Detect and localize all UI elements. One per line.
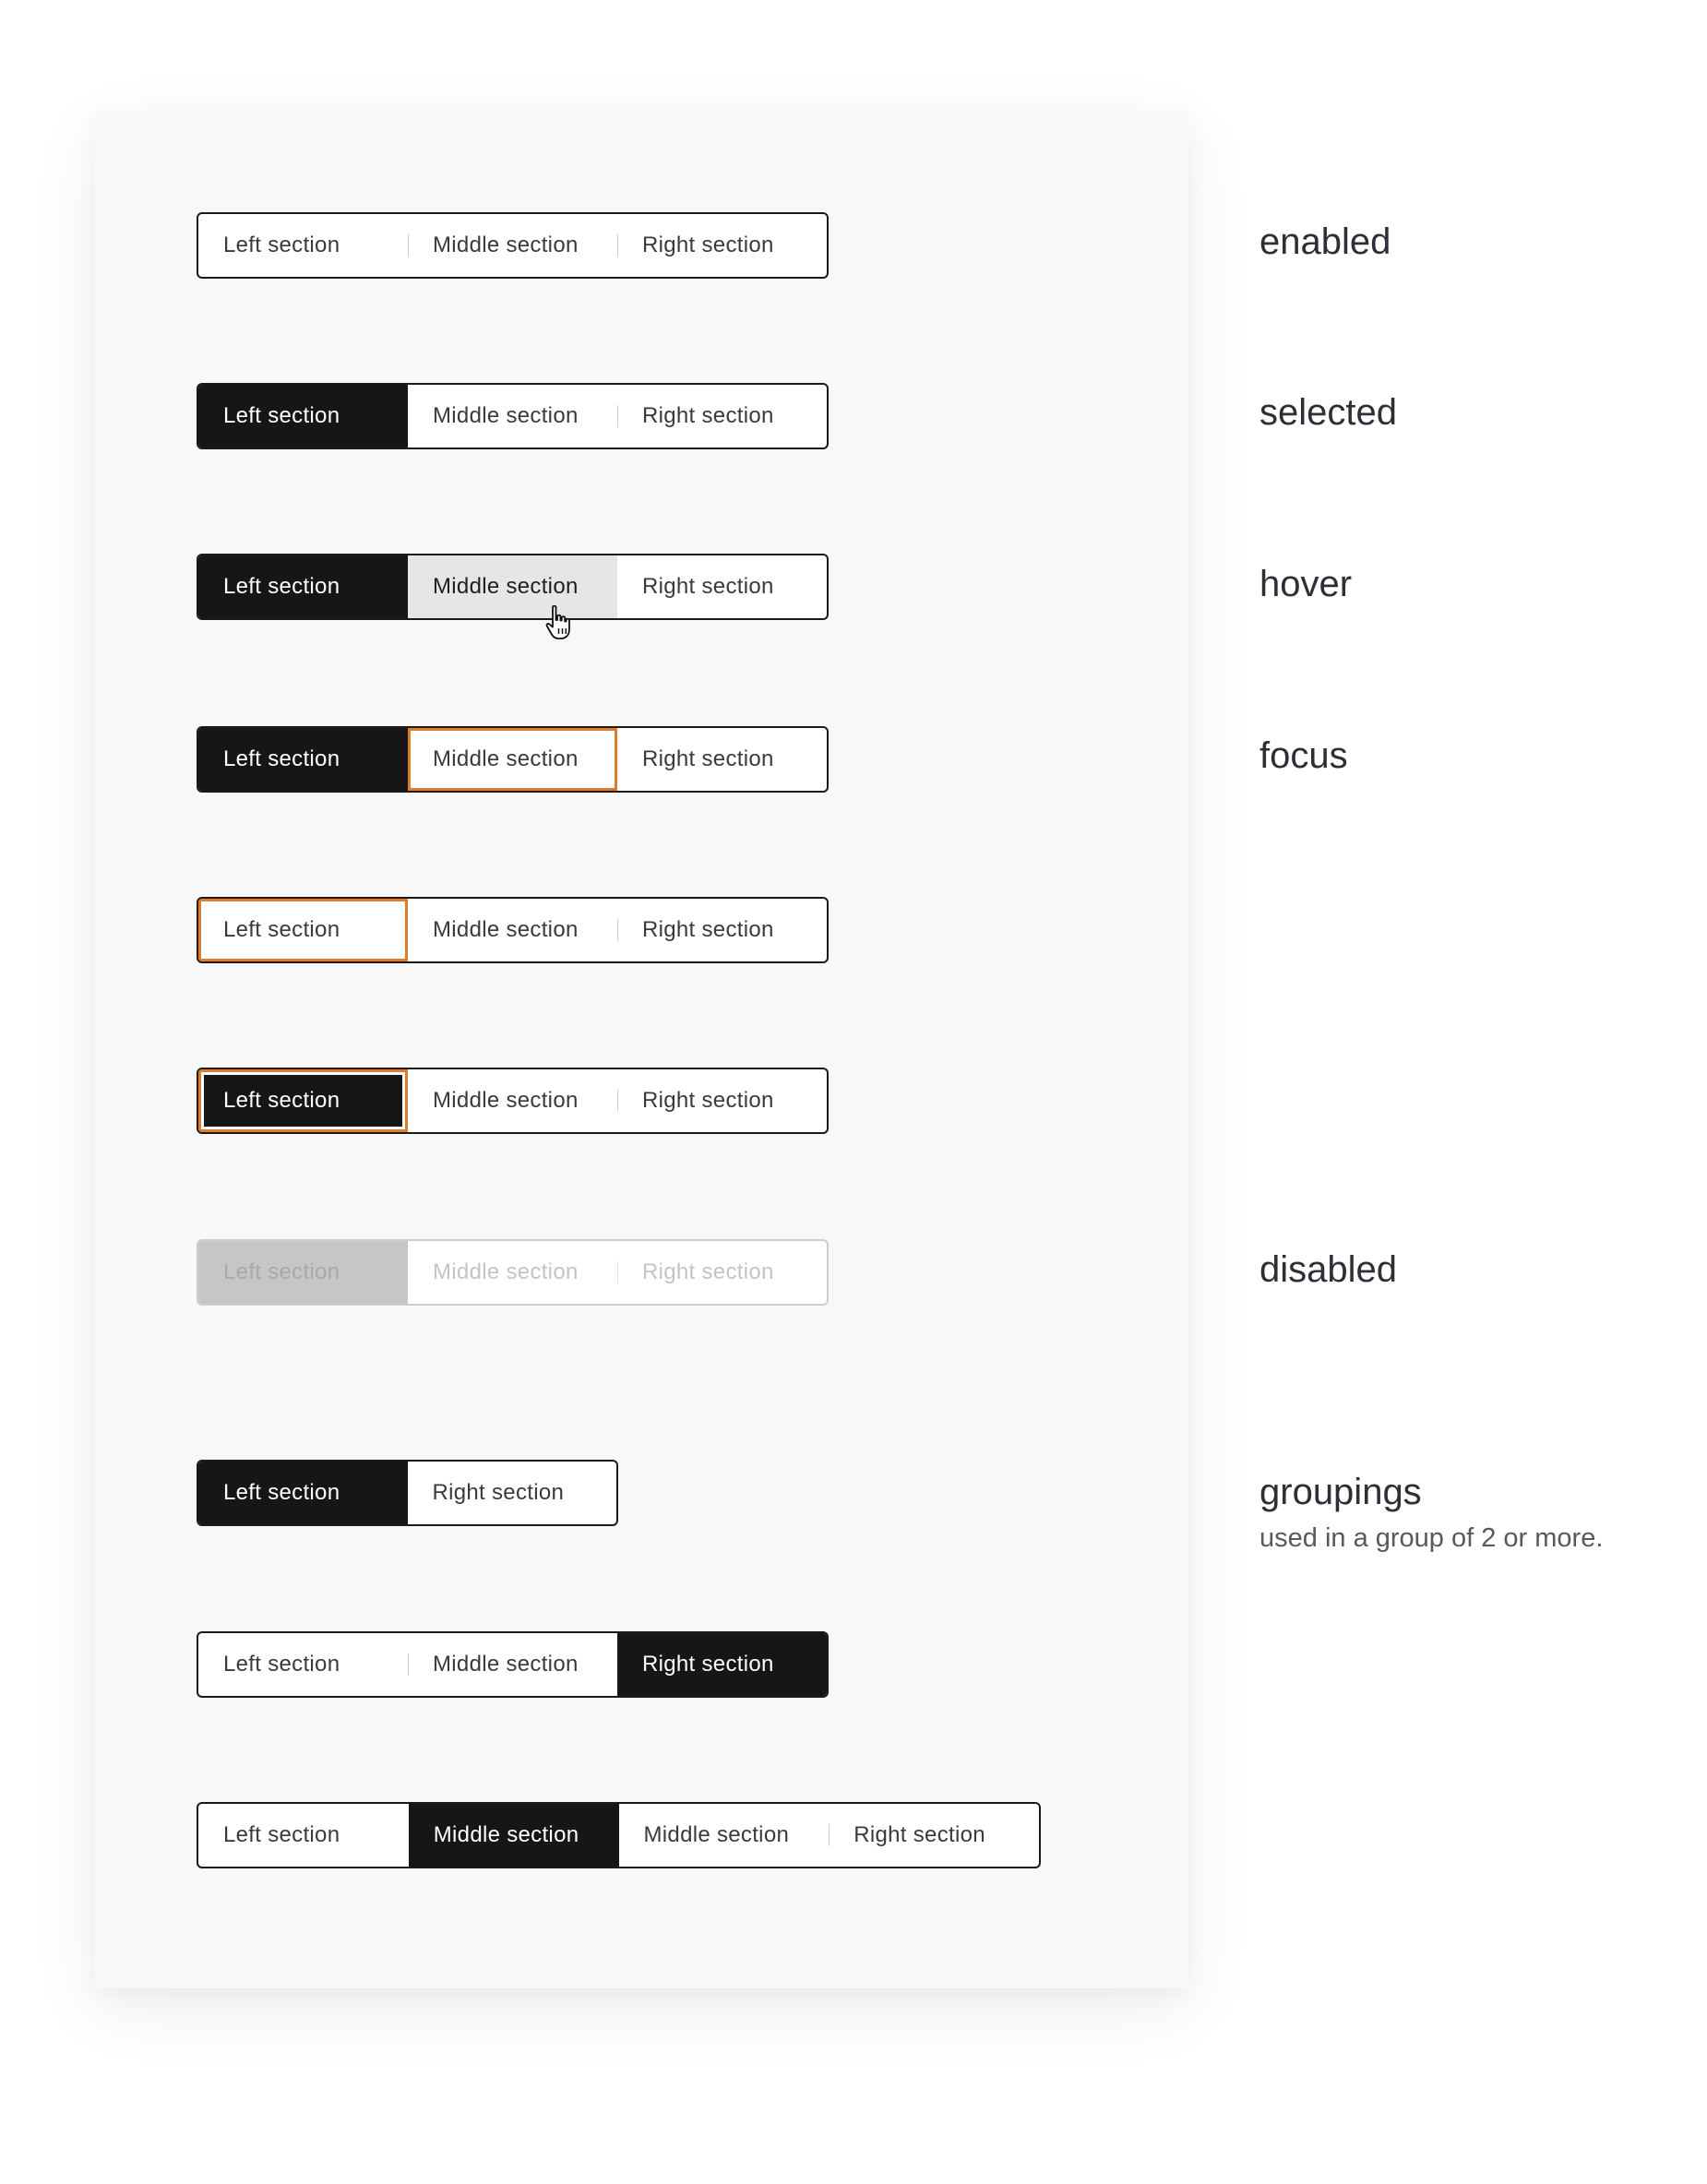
segment-right-disabled: Right section	[617, 1241, 827, 1304]
segmented-control-focus-middle	[197, 726, 829, 793]
segment-middle[interactable]: Middle section	[433, 1088, 579, 1113]
segment-right-selected[interactable]: Right section	[617, 1633, 827, 1696]
segment-middle[interactable]: Middle section	[433, 403, 579, 428]
segment-right[interactable]: Right section	[617, 899, 827, 961]
groupings-description: used in a group of 2 or more.	[1259, 1523, 1604, 1553]
segment-right[interactable]: Right section	[617, 1069, 827, 1132]
segmented-control-group-three	[197, 1631, 829, 1698]
state-label-disabled: disabled	[1259, 1249, 1398, 1290]
state-label-groupings: groupings	[1259, 1472, 1422, 1512]
segment-left-selected-focused[interactable]: Left section	[198, 1069, 408, 1132]
segmented-control-enabled	[197, 212, 829, 279]
segment-middle[interactable]: Middle section	[408, 214, 617, 277]
segment-right[interactable]: Right section	[617, 214, 827, 277]
state-label-focus: focus	[1259, 735, 1348, 776]
segment-right[interactable]: Right section	[617, 385, 827, 448]
state-label-enabled: enabled	[1259, 221, 1391, 262]
state-label-selected: selected	[1259, 392, 1397, 433]
segment-left-selected[interactable]: Left section	[198, 385, 408, 448]
segment-middle[interactable]: Middle section	[433, 917, 579, 942]
hand-pointer-icon	[544, 604, 576, 641]
segment-left-focused[interactable]: Left section	[198, 899, 408, 961]
segment-middle-second[interactable]: Middle section	[643, 1822, 790, 1847]
segmented-control-focus-left	[197, 897, 829, 963]
segment-middle-disabled: Middle section	[433, 1259, 579, 1284]
segment-left-disabled: Left section	[198, 1241, 408, 1304]
segment-left[interactable]: Left section	[223, 233, 340, 257]
segment-right[interactable]: Right section	[642, 574, 774, 599]
segment-right[interactable]: Right section	[829, 1804, 1039, 1867]
segment-left-selected[interactable]: Left section	[198, 728, 408, 791]
segment-left-selected[interactable]: Left section	[198, 555, 408, 618]
segment-middle-selected[interactable]: Middle section	[409, 1804, 619, 1867]
segmented-control-hover	[197, 554, 829, 620]
segmented-control-group-two	[197, 1460, 618, 1526]
segment-middle[interactable]: Middle section	[408, 1633, 617, 1696]
segment-middle-focused[interactable]: Middle section	[408, 728, 617, 791]
segment-right[interactable]: Right section	[642, 746, 774, 771]
segment-left[interactable]: Left section	[223, 1822, 340, 1847]
segmented-control-selected	[197, 383, 829, 449]
segment-left-selected[interactable]: Left section	[198, 1462, 408, 1524]
state-label-hover: hover	[1259, 564, 1353, 604]
segmented-control-focus-selected	[197, 1068, 829, 1134]
segment-right[interactable]: Right section	[432, 1480, 565, 1505]
segment-middle-hovered[interactable]: Middle section	[408, 555, 617, 618]
segment-left[interactable]: Left section	[223, 1652, 340, 1677]
segmented-control-group-four	[197, 1802, 1041, 1868]
segmented-control-disabled	[197, 1239, 829, 1306]
